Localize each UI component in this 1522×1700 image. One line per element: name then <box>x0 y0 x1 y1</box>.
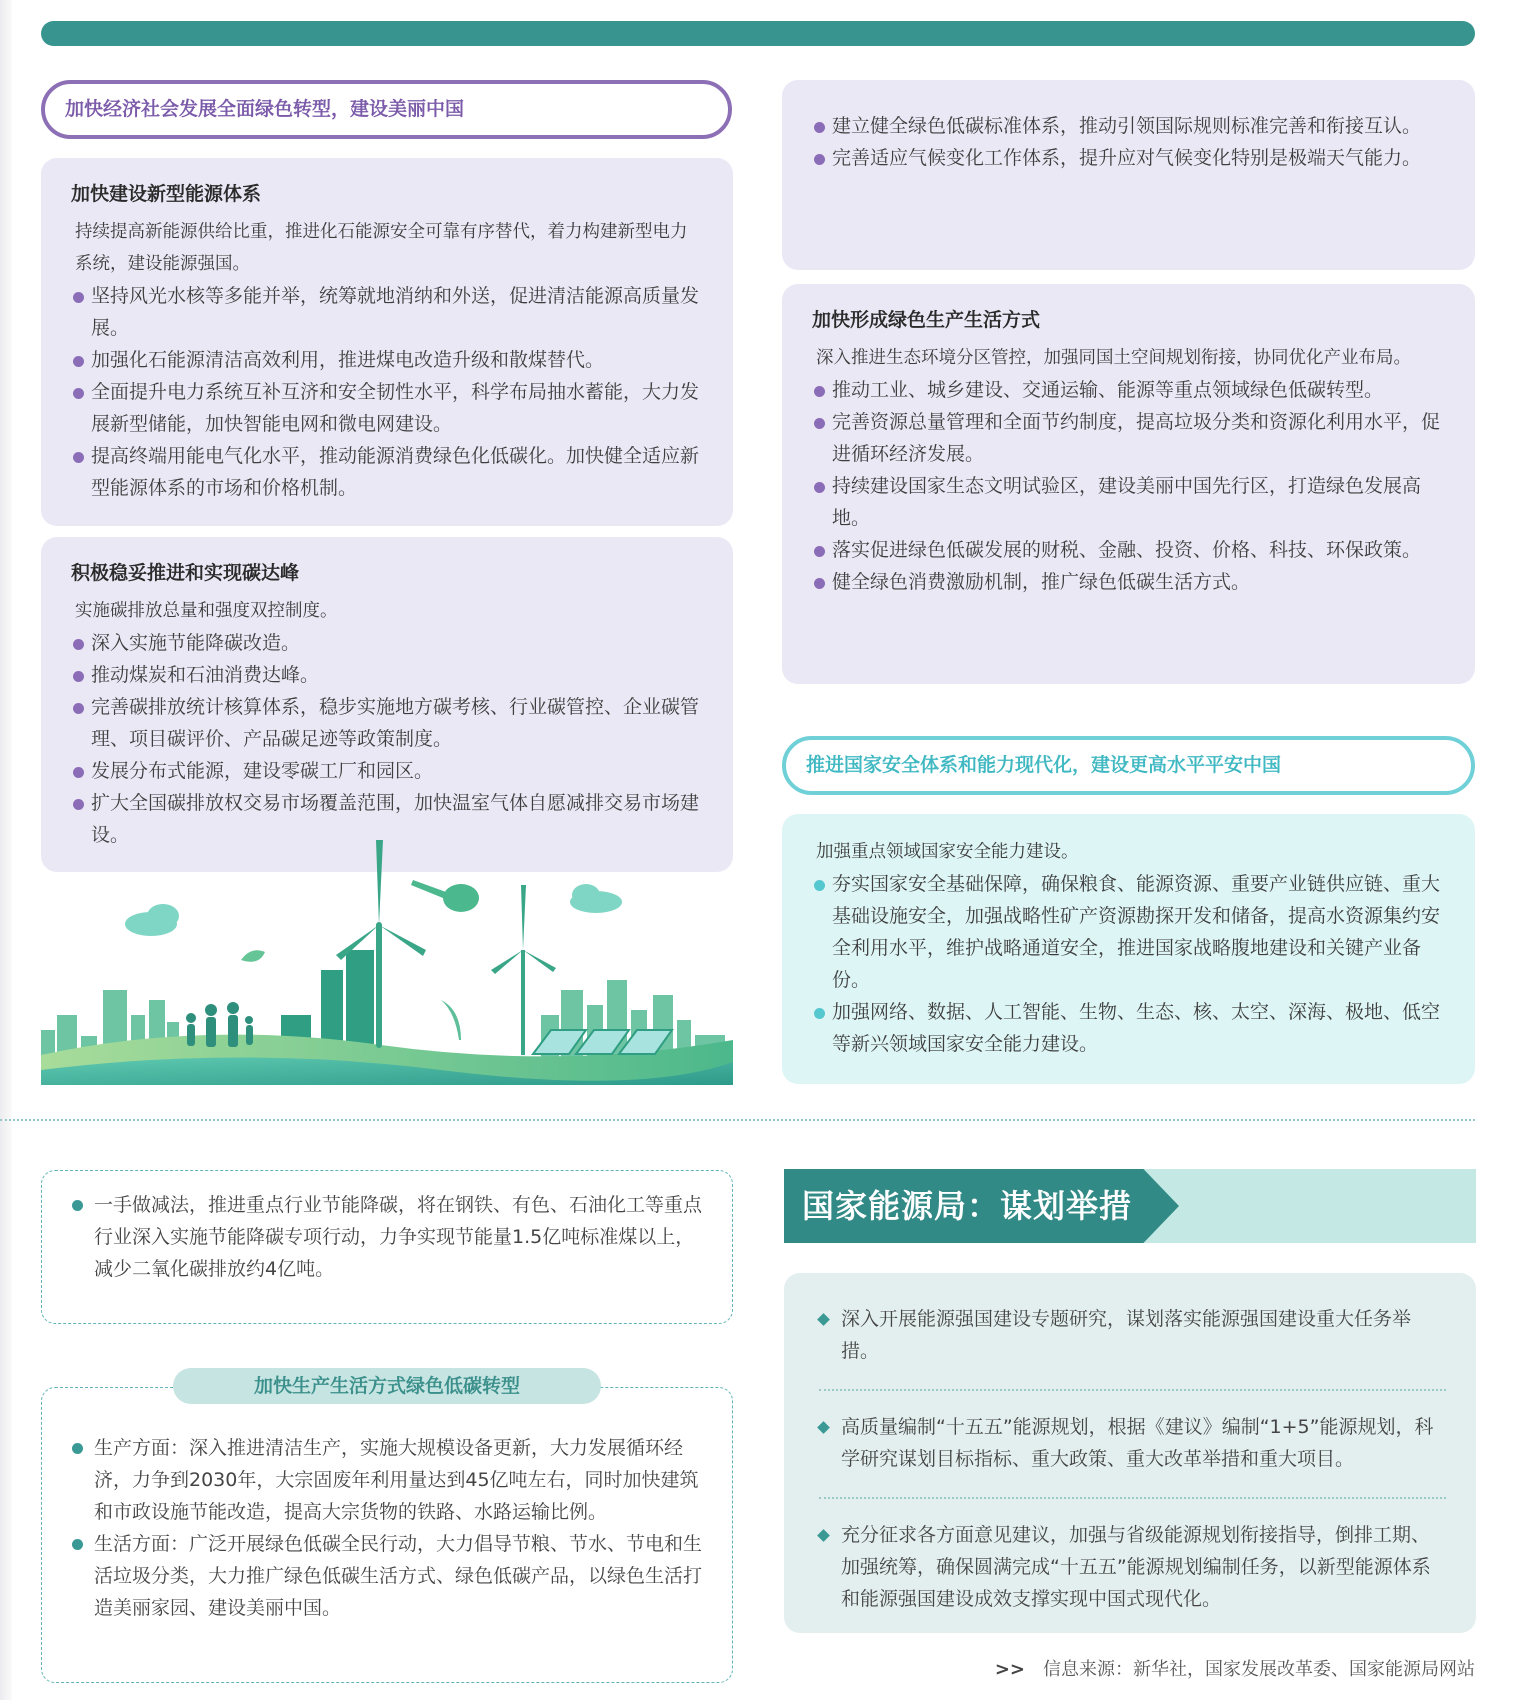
bullet-dot-icon <box>814 482 825 493</box>
panel-heading: 加快建设新型能源体系 <box>71 183 262 205</box>
left-edge-strip <box>0 0 12 1700</box>
bullet-dot-icon <box>814 546 825 557</box>
list-item: 完善资源总量管理和全面节约制度，提高垃圾分类和资源化利用水平，促进循环经济发展。 <box>812 406 1445 470</box>
list-item: 建立健全绿色低碳标准体系，推动引领国际规则标准完善和衔接互认。 <box>812 110 1445 142</box>
section-title-text: 推进国家安全体系和能力现代化，建设更高水平平安中国 <box>806 754 1282 776</box>
list-item: 生产方面：深入推进清洁生产，实施大规模设备更新，大力发展循环经济，力争到2030年，大宗固废年利用量达到45亿吨左右，同时加快建筑和市政设施节能改造，提高大宗货物的铁路、水路运输比例。 <box>72 1432 702 1528</box>
bullet-dot-icon <box>73 292 84 303</box>
panel-intro: 持续提高新能源供给比重，推进化石能源安全可靠有序替代，着力构建新型电力系统，建设能源强国。 <box>75 222 688 274</box>
diamond-bullet-icon <box>817 1313 830 1326</box>
list-item: 加强化石能源清洁高效利用，推进煤电改造升级和散煤替代。 <box>71 344 703 376</box>
item-separator <box>819 1389 1446 1391</box>
bullet-list <box>72 1189 702 1285</box>
bullet-dot-icon <box>72 1539 83 1550</box>
bullet-dot-icon <box>814 880 825 891</box>
double-arrow-icon: >> <box>994 1659 1025 1680</box>
banner-nea-measures <box>784 1169 1476 1243</box>
bullet-dot-icon <box>73 703 84 714</box>
box-title-tag: 加快生产生活方式绿色低碳转型 <box>173 1368 601 1404</box>
list-item: 一手做减法，推进重点行业节能降碳，将在钢铁、有色、石油化工等重点行业深入实施节能降碳专项行动，力争实现节能量1.5亿吨标准煤以上，减少二氧化碳排放约4亿吨。 <box>72 1189 702 1285</box>
list-item: 推动工业、城乡建设、交通运输、能源等重点领域绿色低碳转型。 <box>812 374 1445 406</box>
list-item: 扩大全国碳排放权交易市场覆盖范围，加快温室气体自愿减排交易市场建设。 <box>71 787 703 851</box>
list-item: 提高终端用能电气化水平，推动能源消费绿色化低碳化。加快健全适应新型能源体系的市场和价格机制。 <box>71 440 703 504</box>
section-title-text: 加快经济社会发展全面绿色转型，建设美丽中国 <box>65 98 465 120</box>
list-item: 夯实国家安全基础保障，确保粮食、能源资源、重要产业链供应链、重大基础设施安全，加强战略性矿产资源勘探开发和储备，提高水资源集约安全利用水平，维护战略通道安全，推进国家战略腹地建设和关键产业备份。 <box>812 868 1445 996</box>
solar-panel-icon <box>533 1030 672 1054</box>
list-item: 发展分布式能源，建设零碳工厂和园区。 <box>71 755 703 787</box>
bullet-dot-icon <box>73 452 84 463</box>
bullet-dot-icon <box>73 767 84 778</box>
list-item: 深入开展能源强国建设专题研究，谋划落实能源强国建设重大任务举措。 <box>819 1303 1446 1367</box>
sprout-icon <box>441 1000 461 1040</box>
bullet-dot-icon <box>73 356 84 367</box>
bullet-list <box>71 280 703 504</box>
panel-green-lifestyle <box>782 284 1475 684</box>
panel-intro: 深入推进生态环境分区管控，加强同国土空间规划衔接，协同优化产业布局。 <box>816 348 1411 368</box>
bullet-dot-icon <box>73 671 84 682</box>
bullet-dot-icon <box>814 154 825 165</box>
bullet-list <box>71 627 703 851</box>
bullet-dot-icon <box>72 1200 83 1211</box>
panel-heading: 加快形成绿色生产生活方式 <box>812 309 1041 331</box>
bullet-list <box>72 1432 702 1624</box>
list-item: 生活方面：广泛开展绿色低碳全民行动，大力倡导节粮、节水、节电和生活垃圾分类，大力推广绿色低碳生活方式、绿色低碳产品，以绿色生活打造美丽家园、建设美丽中国。 <box>72 1528 702 1624</box>
list-item: 坚持风光水核等多能并举，统筹就地消纳和外送，促进清洁能源高质量发展。 <box>71 280 703 344</box>
bullet-dot-icon <box>72 1443 83 1454</box>
bullet-list <box>812 110 1445 174</box>
source-credit <box>995 1657 1475 1683</box>
list-item: 健全绿色消费激励机制，推广绿色低碳生活方式。 <box>812 566 1445 598</box>
banner-title: 国家能源局：谋划举措 <box>802 1187 1133 1225</box>
list-item: 完善适应气候变化工作体系，提升应对气候变化特别是极端天气能力。 <box>812 142 1445 174</box>
bullet-dot-icon <box>814 386 825 397</box>
bullet-dot-icon <box>814 578 825 589</box>
section-title-national-security <box>782 736 1475 795</box>
green-city-wind-turbine-illustration <box>41 840 733 1085</box>
bullet-list <box>812 374 1445 598</box>
section-title-green-transformation <box>41 80 732 139</box>
list-item: 完善碳排放统计核算体系，稳步实施地方碳考核、行业碳管控、企业碳管理、项目碳评价、产品碳足迹等政策制度。 <box>71 691 703 755</box>
cloud-icon <box>125 904 179 936</box>
panel-intro: 加强重点领域国家安全能力建设。 <box>816 842 1079 862</box>
panel-carbon-peak <box>41 537 733 872</box>
leaf-icon <box>241 950 265 962</box>
list-item: 充分征求各方面意见建议，加强与省级能源规划衔接指导，倒排工期、加强统筹，确保圆满完成“十五五”能源规划编制任务，以新型能源体系和能源强国建设成效支撑实现中国式现代化。 <box>819 1519 1446 1615</box>
list-item: 持续建设国家生态文明试验区，建设美丽中国先行区，打造绿色发展高地。 <box>812 470 1445 534</box>
watering-can-icon <box>411 880 479 912</box>
panel-intro: 实施碳排放总量和强度双控制度。 <box>75 601 338 621</box>
bullet-dot-icon <box>73 388 84 399</box>
box-green-low-carbon <box>41 1387 733 1683</box>
list-item: 全面提升电力系统互补互济和安全韧性水平，科学布局抽水蓄能，大力发展新型储能，加快智能电网和微电网建设。 <box>71 376 703 440</box>
list-item: 落实促进绿色低碳发展的财税、金融、投资、价格、科技、环保政策。 <box>812 534 1445 566</box>
box-energy-saving <box>41 1170 733 1324</box>
top-header-bar <box>41 21 1475 46</box>
item-separator <box>819 1497 1446 1499</box>
section-divider <box>0 1119 1475 1121</box>
panel-security-capacity <box>782 814 1475 1084</box>
panel-nea-measures <box>784 1273 1476 1633</box>
list-item: 深入实施节能降碳改造。 <box>71 627 703 659</box>
bullet-dot-icon <box>814 418 825 429</box>
list-item: 推动煤炭和石油消费达峰。 <box>71 659 703 691</box>
list-item: 加强网络、数据、人工智能、生物、生态、核、太空、深海、极地、低空等新兴领域国家安全能力建设。 <box>812 996 1445 1060</box>
panel-standards-climate <box>782 80 1475 270</box>
bullet-dot-icon <box>73 639 84 650</box>
panel-new-energy-system <box>41 158 733 526</box>
bullet-dot-icon <box>73 799 84 810</box>
diamond-bullet-icon <box>817 1529 830 1542</box>
source-text: 信息来源：新华社，国家发展改革委、国家能源局网站 <box>1043 1659 1475 1680</box>
diamond-bullet-icon <box>817 1421 830 1434</box>
list-item: 高质量编制“十五五”能源规划，根据《建议》编制“1+5”能源规划，科学研究谋划目标指标、重大政策、重大改革举措和重大项目。 <box>819 1411 1446 1475</box>
bullet-dot-icon <box>814 1008 825 1019</box>
cloud-icon <box>570 884 622 913</box>
bullet-list <box>812 868 1445 1060</box>
panel-heading: 积极稳妥推进和实现碳达峰 <box>71 562 300 584</box>
bullet-dot-icon <box>814 122 825 133</box>
